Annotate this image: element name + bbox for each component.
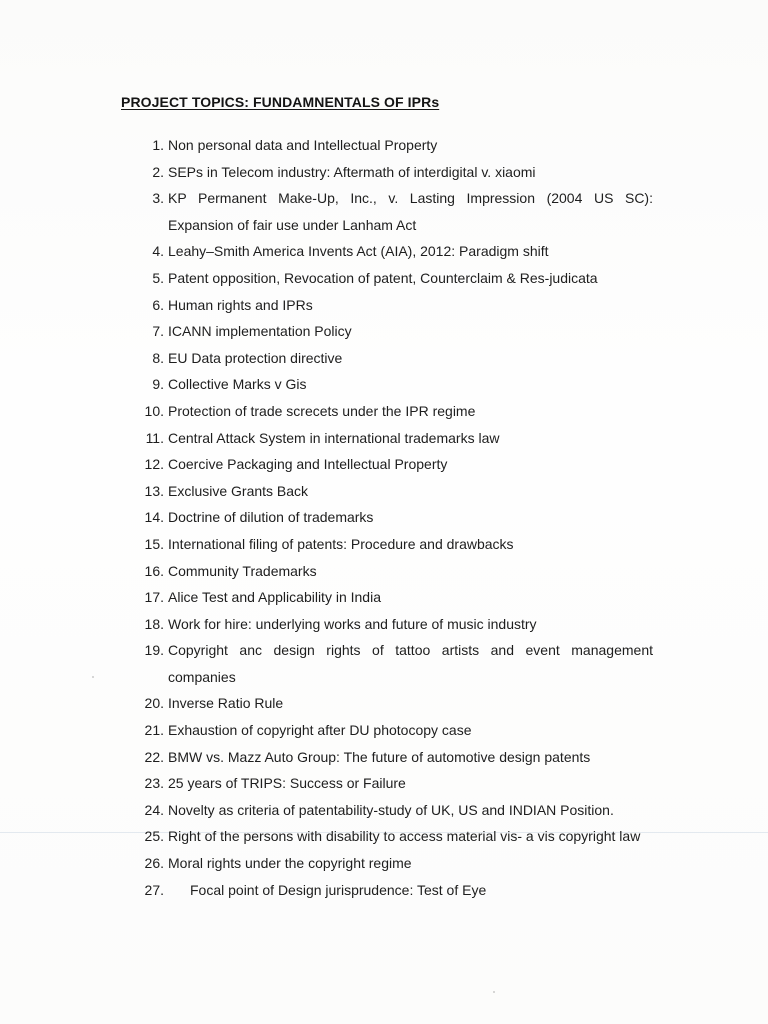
topic-number: 11. xyxy=(145,429,164,446)
topic-item xyxy=(0,292,768,319)
topic-item xyxy=(0,558,768,585)
topic-item xyxy=(0,770,768,797)
topic-text: Doctrine of dilution of trademarks xyxy=(168,509,374,526)
topic-text: Protection of trade screcets under the IPR regime xyxy=(168,402,476,419)
topic-number: 15. xyxy=(144,535,164,552)
topic-text: Exhaustion of copyright after DU photocopy case xyxy=(168,722,472,739)
topic-text: KP Permanent Make-Up, Inc., v. Lasting Impression (2004 US SC): Expansion of fair use under Lanham Act xyxy=(168,190,653,233)
topic-number: 26. xyxy=(144,855,164,872)
topic-number: 5. xyxy=(152,269,164,286)
topic-item xyxy=(0,265,768,292)
topic-item xyxy=(0,238,768,265)
topic-number: 27. xyxy=(144,881,164,898)
topic-item xyxy=(0,797,768,824)
topic-text: Central Attack System in international trademarks law xyxy=(168,429,500,446)
topic-number: 25. xyxy=(144,828,164,845)
topic-text: Right of the persons with disability to access material vis- a vis copyright law xyxy=(168,828,641,845)
topic-item xyxy=(0,611,768,638)
topic-item xyxy=(0,823,768,850)
topic-text: Moral rights under the copyright regime xyxy=(168,855,412,872)
topic-number: 8. xyxy=(152,349,164,366)
document-title: PROJECT TOPICS: FUNDAMNENTALS OF IPRs xyxy=(121,94,440,110)
topic-number: 2. xyxy=(152,163,164,180)
topic-number: 9. xyxy=(152,376,164,393)
topic-text: Non personal data and Intellectual Property xyxy=(168,137,438,153)
topic-number: 12. xyxy=(144,456,164,473)
topic-list xyxy=(0,132,768,903)
topic-number: 19. xyxy=(144,642,164,659)
topic-item xyxy=(0,159,768,186)
topic-number: 20. xyxy=(144,695,164,712)
topic-text: Human rights and IPRs xyxy=(168,296,313,313)
topic-text: BMW vs. Mazz Auto Group: The future of automotive design patents xyxy=(168,748,591,765)
topic-text: Alice Test and Applicability in India xyxy=(168,589,381,606)
topic-number: 6. xyxy=(152,296,164,313)
topic-number: 3. xyxy=(152,190,164,207)
topic-item xyxy=(0,690,768,717)
topic-item xyxy=(0,371,768,398)
topic-text: Inverse Ratio Rule xyxy=(168,695,284,712)
topic-number: 17. xyxy=(144,589,164,606)
topic-text: EU Data protection directive xyxy=(168,349,343,366)
topic-text: 25 years of TRIPS: Success or Failure xyxy=(168,775,406,792)
topic-item xyxy=(0,185,768,238)
topic-item xyxy=(0,451,768,478)
topic-number: 4. xyxy=(152,243,164,260)
topic-text: ICANN implementation Policy xyxy=(168,323,352,340)
topic-number: 7. xyxy=(152,323,164,340)
topic-item xyxy=(0,850,768,877)
topic-item xyxy=(0,531,768,558)
topic-item xyxy=(0,744,768,771)
topic-text: SEPs in Telecom industry: Aftermath of interdigital v. xiaomi xyxy=(168,163,536,180)
topic-item xyxy=(0,717,768,744)
topic-item xyxy=(0,584,768,611)
scan-speck xyxy=(92,676,94,678)
topic-item xyxy=(0,877,768,904)
topic-number: 24. xyxy=(144,801,164,818)
topic-text: International filing of patents: Procedure and drawbacks xyxy=(168,535,514,552)
topic-item xyxy=(0,398,768,425)
topic-number: 21. xyxy=(144,722,164,739)
topic-text: Exclusive Grants Back xyxy=(168,482,309,499)
topic-text: Copyright anc design rights of tattoo artists and event management companies xyxy=(168,642,653,685)
topic-number: 18. xyxy=(144,615,164,632)
topic-item xyxy=(0,637,768,690)
topic-text: Collective Marks v Gis xyxy=(168,376,307,393)
topic-text: Focal point of Design jurisprudence: Test of Eye xyxy=(190,881,487,898)
topic-number: 16. xyxy=(144,562,164,579)
topic-text: Patent opposition, Revocation of patent, Counterclaim & Res-judicata xyxy=(168,269,598,286)
topic-text: Leahy–Smith America Invents Act (AIA), 2012: Paradigm shift xyxy=(168,243,549,260)
topic-number: 13. xyxy=(144,482,164,499)
topic-number: 10. xyxy=(144,402,164,419)
topic-item xyxy=(0,345,768,372)
topic-number: 22. xyxy=(144,748,164,765)
topic-number: 23. xyxy=(144,775,164,792)
topic-text: Community Trademarks xyxy=(168,562,317,579)
topic-item xyxy=(0,425,768,452)
topic-item xyxy=(0,478,768,505)
topic-text: Coercive Packaging and Intellectual Property xyxy=(168,456,448,473)
scan-speck xyxy=(493,991,495,993)
topic-number: 14. xyxy=(144,509,164,526)
topic-number: 1. xyxy=(152,137,164,153)
topic-text: Novelty as criteria of patentability-study of UK, US and INDIAN Position. xyxy=(168,801,614,818)
topic-item xyxy=(0,132,768,159)
topic-text: Work for hire: underlying works and future of music industry xyxy=(168,615,537,632)
topic-item xyxy=(0,318,768,345)
topic-item xyxy=(0,504,768,531)
